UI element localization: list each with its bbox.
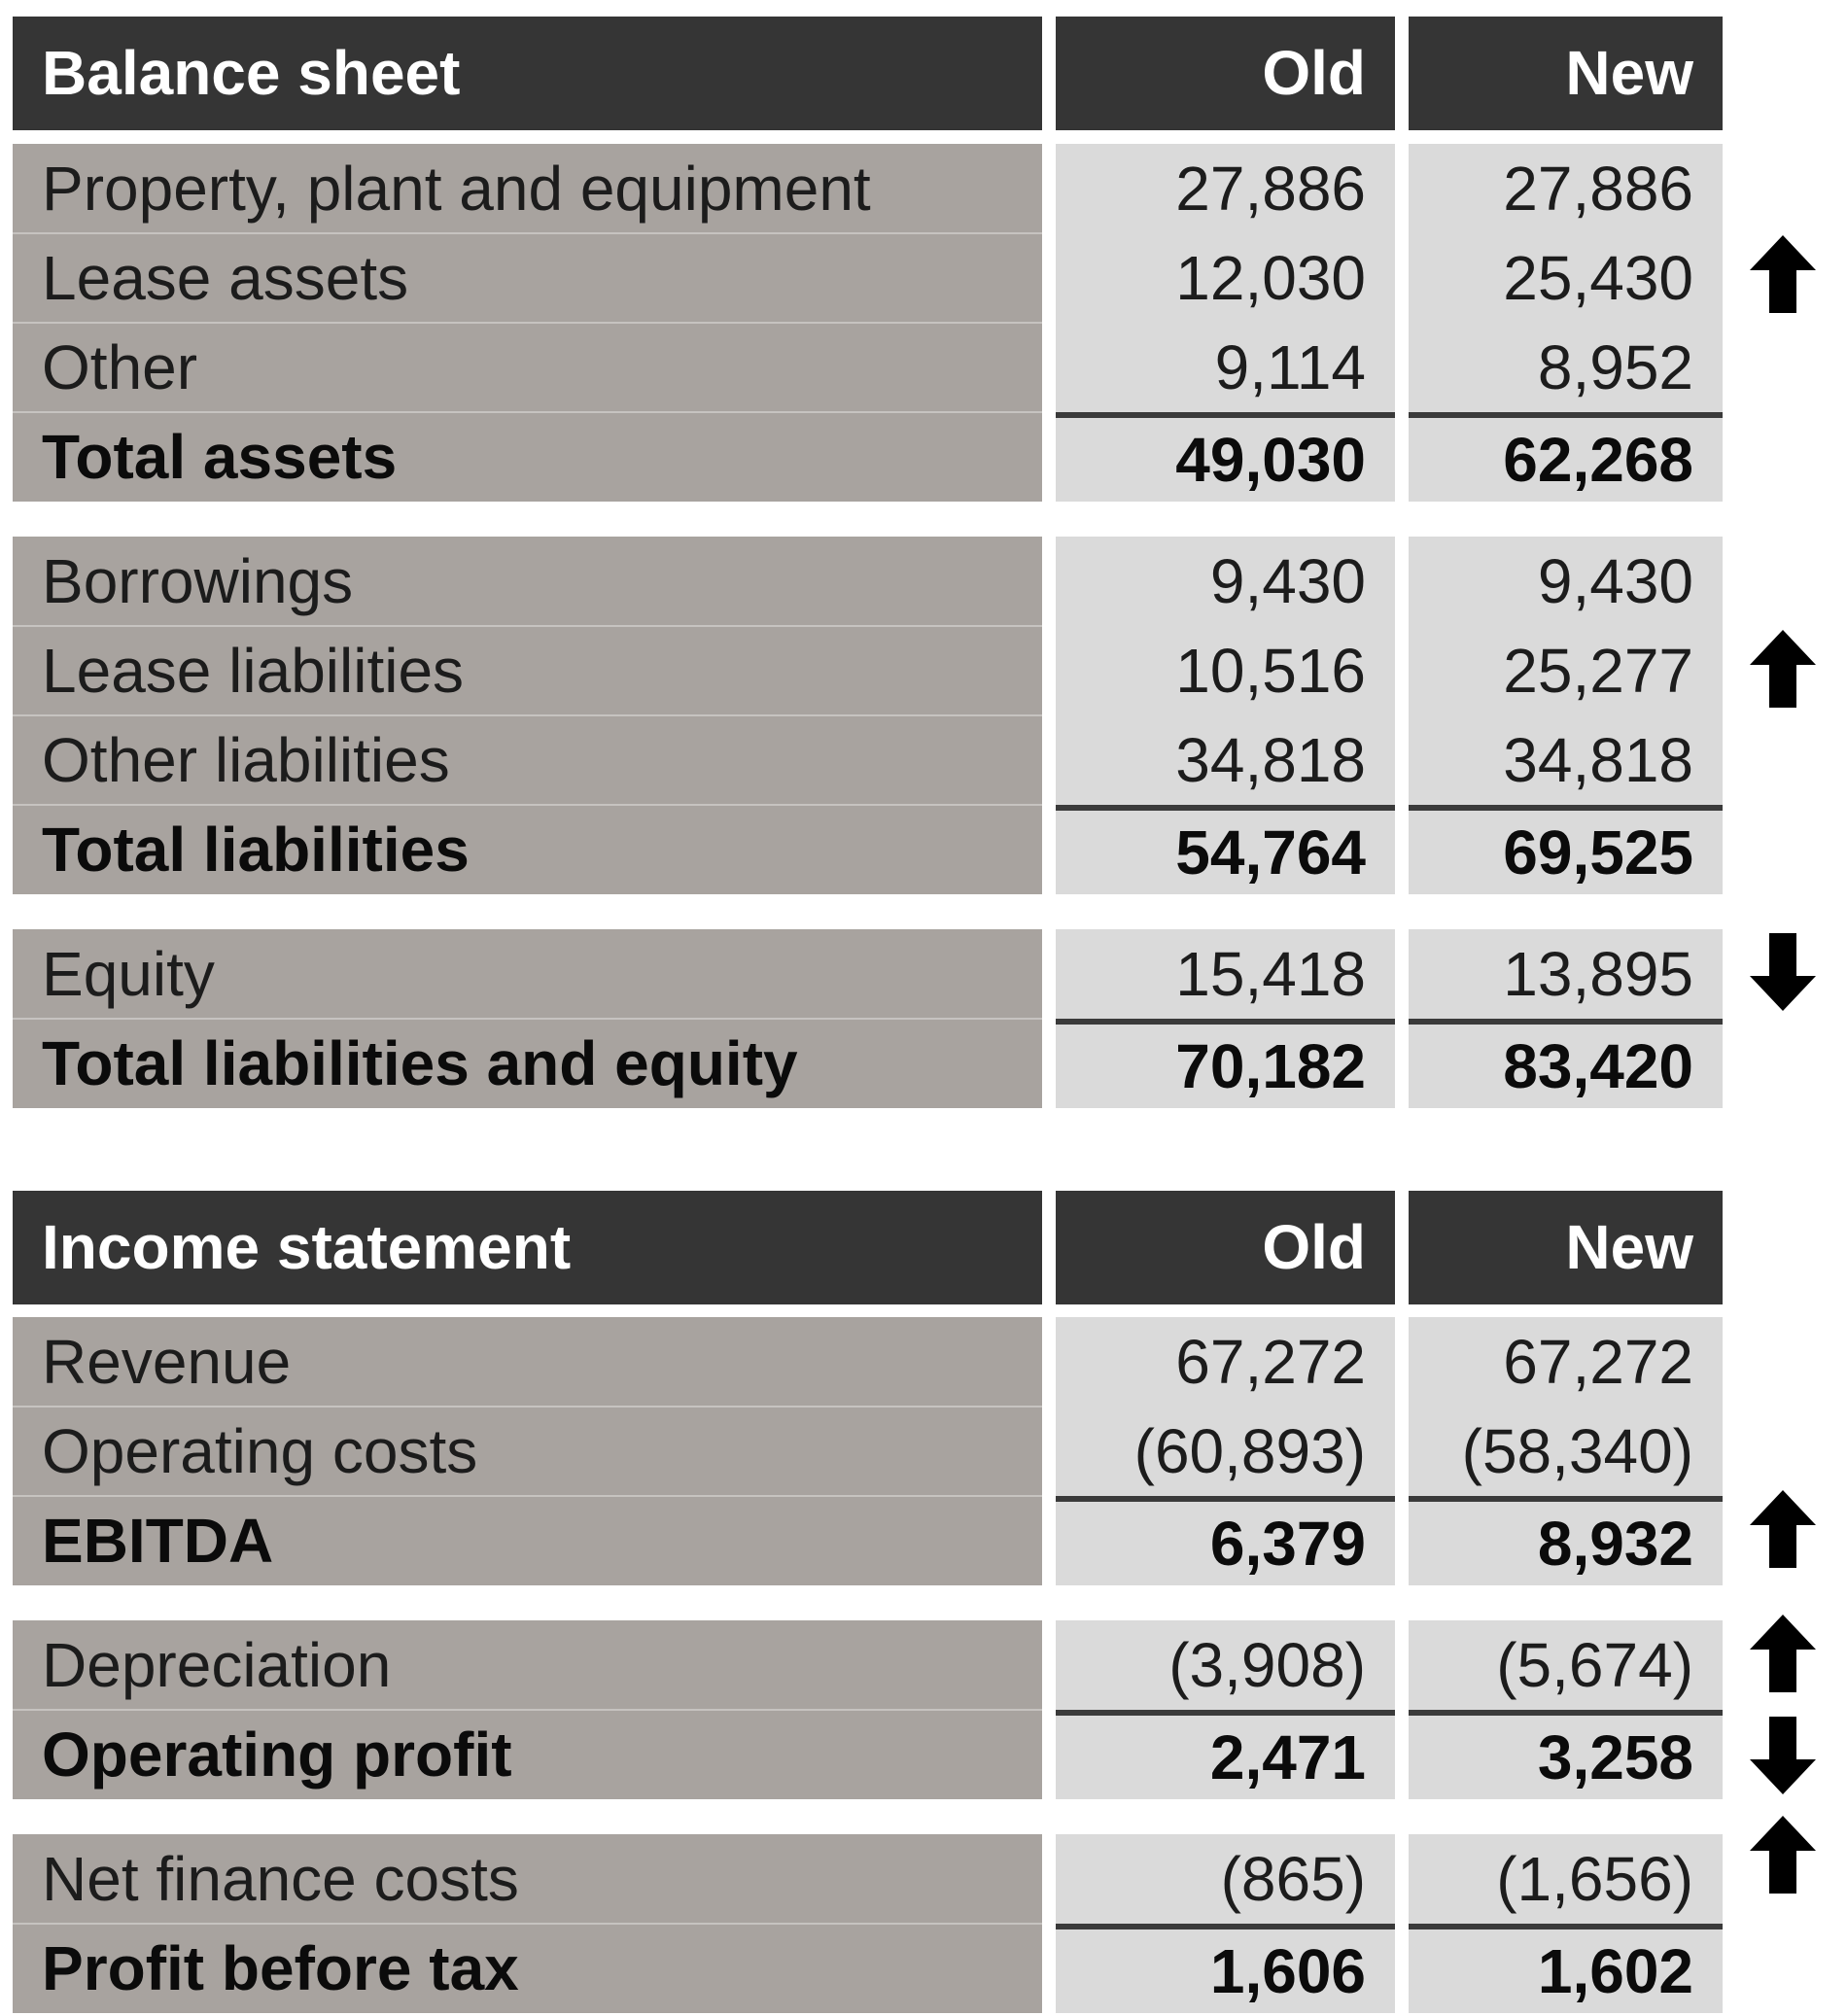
- old-column-header: Old: [1056, 17, 1395, 130]
- row-new-operating-costs: (58,340): [1409, 1407, 1723, 1496]
- row-label-operating-profit: Operating profit: [13, 1710, 1042, 1799]
- row-old-revenue: 67,272: [1056, 1317, 1395, 1407]
- row-label-profit-before-tax: Profit before tax: [13, 1924, 1042, 2013]
- row-old-net-finance-costs: (865): [1056, 1834, 1395, 1924]
- row-old-total-assets: 49,030: [1056, 412, 1395, 502]
- row-old-operating-costs: (60,893): [1056, 1407, 1395, 1496]
- row-new-total-liabilities-and-equity: 83,420: [1409, 1019, 1723, 1108]
- arrow-up-icon: [1750, 1490, 1816, 1568]
- balance-sheet-title: Balance sheet: [13, 17, 1042, 130]
- row-old-depreciation: (3,908): [1056, 1620, 1395, 1710]
- row-label-revenue: Revenue: [13, 1317, 1042, 1407]
- row-new-net-finance-costs: (1,656): [1409, 1834, 1723, 1924]
- row-new-equity: 13,895: [1409, 929, 1723, 1019]
- arrow-up-icon: [1750, 630, 1816, 708]
- row-old-ebitda: 6,379: [1056, 1496, 1395, 1585]
- arrow-up-icon: [1750, 1615, 1816, 1692]
- row-old-equity: 15,418: [1056, 929, 1395, 1019]
- arrow-up-icon: [1750, 1816, 1816, 1894]
- row-new-other: 8,952: [1409, 323, 1723, 412]
- row-label-lease-assets: Lease assets: [13, 233, 1042, 323]
- old-column-header: Old: [1056, 1191, 1395, 1304]
- row-old-total-liabilities-and-equity: 70,182: [1056, 1019, 1395, 1108]
- row-label-borrowings: Borrowings: [13, 537, 1042, 626]
- row-label-equity: Equity: [13, 929, 1042, 1019]
- new-column-header: New: [1409, 17, 1723, 130]
- row-label-other: Other: [13, 323, 1042, 412]
- row-new-lease-assets: 25,430: [1409, 233, 1723, 323]
- row-new-ebitda: 8,932: [1409, 1496, 1723, 1585]
- row-old-profit-before-tax: 1,606: [1056, 1924, 1395, 2013]
- row-old-lease-assets: 12,030: [1056, 233, 1395, 323]
- arrow-down-icon: [1750, 933, 1816, 1011]
- row-new-profit-before-tax: 1,602: [1409, 1924, 1723, 2013]
- new-column-header: New: [1409, 1191, 1723, 1304]
- row-label-property-plant-equipment: Property, plant and equipment: [13, 144, 1042, 233]
- arrow-up-icon: [1750, 235, 1816, 313]
- arrow-down-icon: [1750, 1717, 1816, 1794]
- row-label-depreciation: Depreciation: [13, 1620, 1042, 1710]
- income-statement-title: Income statement: [13, 1191, 1042, 1304]
- row-new-borrowings: 9,430: [1409, 537, 1723, 626]
- row-label-lease-liabilities: Lease liabilities: [13, 626, 1042, 715]
- row-new-lease-liabilities: 25,277: [1409, 626, 1723, 715]
- row-new-depreciation: (5,674): [1409, 1620, 1723, 1710]
- row-label-other-liabilities: Other liabilities: [13, 715, 1042, 805]
- row-new-total-liabilities: 69,525: [1409, 805, 1723, 894]
- row-old-lease-liabilities: 10,516: [1056, 626, 1395, 715]
- row-old-borrowings: 9,430: [1056, 537, 1395, 626]
- row-old-total-liabilities: 54,764: [1056, 805, 1395, 894]
- row-old-operating-profit: 2,471: [1056, 1710, 1395, 1799]
- row-label-total-assets: Total assets: [13, 412, 1042, 502]
- row-label-total-liabilities-and-equity: Total liabilities and equity: [13, 1019, 1042, 1108]
- row-new-total-assets: 62,268: [1409, 412, 1723, 502]
- row-old-other: 9,114: [1056, 323, 1395, 412]
- row-label-total-liabilities: Total liabilities: [13, 805, 1042, 894]
- row-old-property-plant-equipment: 27,886: [1056, 144, 1395, 233]
- row-new-revenue: 67,272: [1409, 1317, 1723, 1407]
- row-old-other-liabilities: 34,818: [1056, 715, 1395, 805]
- row-label-net-finance-costs: Net finance costs: [13, 1834, 1042, 1924]
- row-new-other-liabilities: 34,818: [1409, 715, 1723, 805]
- row-new-operating-profit: 3,258: [1409, 1710, 1723, 1799]
- row-label-ebitda: EBITDA: [13, 1496, 1042, 1585]
- row-label-operating-costs: Operating costs: [13, 1407, 1042, 1496]
- row-new-property-plant-equipment: 27,886: [1409, 144, 1723, 233]
